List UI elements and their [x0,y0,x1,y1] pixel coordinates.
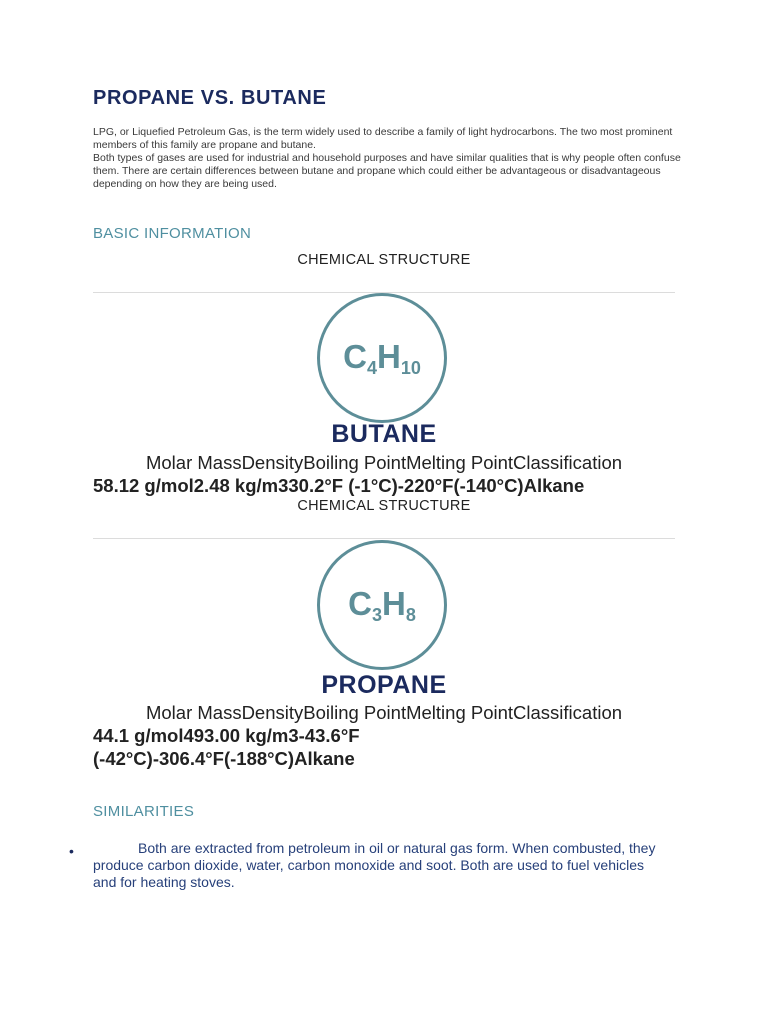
page-title: PROPANE VS. BUTANE [93,87,327,109]
propane-properties-values: 44.1 g/mol493.00 kg/m3-43.6°F (-42°C)-306.4°F(-188°C)Alkane [93,725,360,769]
butane-formula: $C_4H_{10}$ [343,337,421,378]
bullet-marker: • [69,843,74,859]
divider [93,538,675,539]
propane-name: PROPANE [321,671,447,699]
butane-properties-header: Molar MassDensityBoiling PointMelting PointClassification [145,452,623,473]
propane-formula-ring [317,540,447,670]
butane-properties-values: 58.12 g/mol2.48 kg/m330.2°F (-1°C)-220°F(-140°C)Alkane [93,475,585,496]
propane-structure-label: CHEMICAL STRUCTURE [297,498,471,514]
basic-information-heading: BASIC INFORMATION [93,225,252,242]
butane-formula-ring [317,293,447,423]
butane-name: BUTANE [331,420,437,448]
intro-paragraph-1: LPG, or Liquefied Petroleum Gas, is the term widely used to describe a family of light hydrocarbons. The two most prominent members of this family are propane and butane. [93,126,673,151]
intro-text [93,126,683,191]
similarity-text: Both are extracted from petroleum in oil or natural gas form. When combusted, they produce carbon dioxide, water, carbon monoxide and soot. Both are used to fuel vehicles and for heating stoves. [93,840,656,890]
propane-properties-header: Molar MassDensityBoiling PointMelting PointClassification [145,702,623,723]
propane-formula: $C_3H_8$ [348,584,416,625]
similarities-heading: SIMILARITIES [93,803,195,820]
similarities-list-item [93,840,668,891]
butane-structure-label: CHEMICAL STRUCTURE [297,252,471,268]
intro-paragraph-2: Both types of gases are used for industrial and household purposes and have similar qualities that is why people often confuse them. There are certain differences between butane and propane which could either be advantageous or disadvantageous depending on how they are being used. [93,152,681,190]
